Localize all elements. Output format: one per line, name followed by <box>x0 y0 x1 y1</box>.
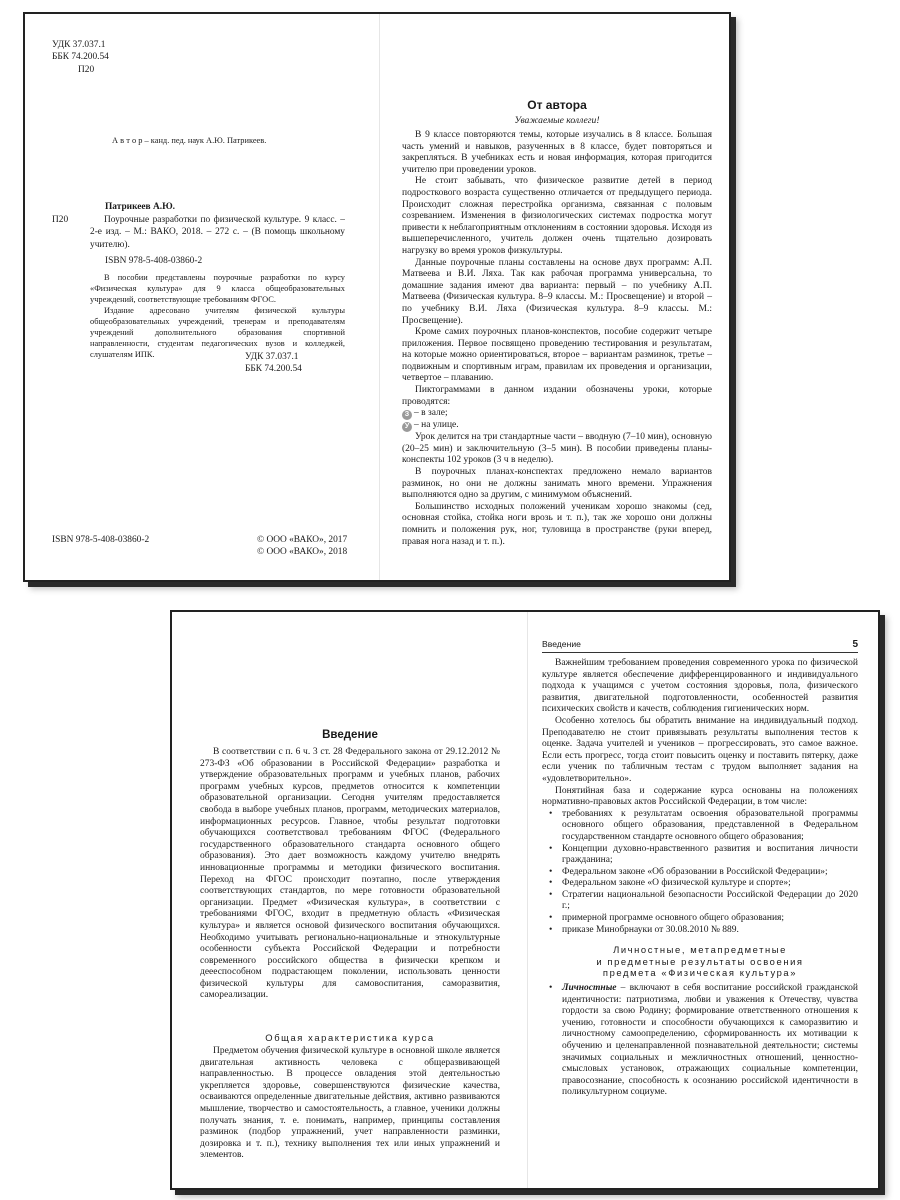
author-credit: А в т о р – канд. пед. наук А.Ю. Патрикеев. <box>112 136 267 145</box>
page-number: 5 <box>852 639 858 650</box>
list-item: • Федеральном законе «Об образовании в Российской Федерации»; <box>542 867 858 879</box>
biblio-author: Патрикеев А.Ю. <box>105 202 175 212</box>
results-list <box>542 983 858 1099</box>
paragraph: Урок делится на три стандартные части – вводную (7–10 мин), основную (20–25 мин) и заключительную (3–5 мин). В пособии приведены планы-конспекты 102 уроков (3 ч в неделю). <box>402 432 712 466</box>
greeting: Уважаемые коллеги! <box>514 115 600 126</box>
isbn-bottom: ISBN 978-5-408-03860-2 <box>52 535 150 545</box>
list-item: • примерной программе основного общего образования; <box>542 913 858 925</box>
paragraph: Важнейшим требованием проведения современного урока по физической культуре является обеспечение дифференцированного и индивидуального подхода к учащимся с учетом состояния здоровья, пола, физического развития, двигательной подготовленности, особенностей развития психических свойств и качеств, соблюдения гигиенических норм. <box>542 658 858 715</box>
paragraph: Предметом обучения физической культуре в основной школе является двигательная активность человека с общеразвивающей направленностью. В процессе овладения этой деятельностью укрепляется здоровье, совершенствуются физические качества, осваиваются определенные двигательные действия, активно развиваются мышление, творчество и самостоятельность, а главное, ученики должны получать знания, т. е. понимать, например, принципы составления разминок (подбор упражнений, учет направленности разминки, дозировка и т. п.), технику выполнения тех или иных упражнений и элементов. <box>200 1046 500 1161</box>
foreword-heading: От автора <box>527 98 587 112</box>
running-title: Введение <box>542 639 581 649</box>
street-pictogram-icon: У <box>402 422 412 432</box>
paragraph: В 9 классе повторяются темы, которые изучались в 8 классе. Большая часть умений и навыков, разученных в 8 классе, будет повторяться и закрепляться. В учебниках есть и новая информация, которая пригодится учителю при проведении уроков. <box>402 130 712 175</box>
paragraph: В поурочных планах-конспектах предложено немало вариантов разминок, но они не должны занимать много времени. Упражнения выполняются одно за другим, с минимумом объяснений. <box>402 467 712 501</box>
imprint-page <box>25 14 379 580</box>
author-mark: П20 <box>78 64 95 75</box>
introduction-page-left <box>172 612 527 1188</box>
hall-pictogram-icon: З <box>402 410 412 420</box>
paragraph: В соответствии с п. 6 ч. 3 ст. 28 Федерального закона от 29.12.2012 № 273-ФЗ «Об образовании в Российской Федерации» разработка и утверждение образовательных программ и учебных планов, рабочих программ учебных курсов, предметов относится к компетенции образовательной организации. Сегодня учителям предоставляется свобода в выборе учебных планов, программ, методических материалов, информационных ресурсов. Главное, чтобы результат подготовки обучающихся соответствовал требованиям ФГОС (Федерального государственного образовательного стандарта основного общего образования). Это дает возможность каждому учителю внедрять инновационные программы и методики физического воспитания. Переход на ФГОС происходит поэтапно, после утверждения соответствующих стандартов, по мере готовности образовательной организации. Предмет «Физическая культура», в соответствии с требованиями ФГОС, входит в предметную область «Физическая культура» и является основой физического воспитания обучающихся. Необходимо учитывать регионально-национальные и этнокультурные особенности субъекта Российской Федерации и потребности современного российского общества в физически крепком и деееспособном подрастающем поколении, использовать ценности физической культуры для самовоспитания, саморазвития, самореализации. <box>200 747 500 1001</box>
paragraph: Особенно хотелось бы обратить внимание на индивидуальный подход. Преподавателю не стоит привязывать результаты выполнения тестов к оценке. Задача учителей и учеников – прогрессировать, это самое важное. Если есть прогресс, тогда стоит повысить оценку и поставить пятерку, даже если ученик по табличным тестам с трудом выполняет задания на «удовлетворительно». <box>542 715 858 784</box>
spread-imprint-and-foreword <box>23 12 731 582</box>
introduction-continued <box>542 658 858 1099</box>
spread-introduction <box>170 610 880 1190</box>
paragraph: Большинство исходных положений ученикам хорошо знакомы (сед, основная стойка, стойка ноги врозь и т. п.), так же хорошо они должны помнить и положения рук, ног, туловища в пространстве (руки вперед, правая нога назад и т. п.). <box>402 501 712 547</box>
introduction-page-right <box>528 612 880 1188</box>
isbn: ISBN 978-5-408-03860-2 <box>105 256 203 266</box>
list-item: • Личностные – включают в себя воспитание российской гражданской идентичности: патриотизма, любви и уважения к Отечеству, чувства гордости за свою Родину; формирование ответственного отношения к учению, готовности и способности обучающихся к саморазвитию и личностному самоопределению, сформированность их мотивации к обучению и целенаправленной познавательной деятельности; системы значимых социальных и межличностных отношений, ценностно-смысловых установок, отражающих социальные компетенции, правосознание, способность к осознанию российской идентичности в поликультурном социуме. <box>542 983 858 1099</box>
list-item: • приказе Минобрнауки от 30.08.2010 № 889. <box>542 925 858 937</box>
pictogram-hall: З – в зале; <box>402 408 712 420</box>
bold-term: Личностные <box>562 983 617 994</box>
foreword-text <box>402 130 712 548</box>
pictogram-street: У – на улице. <box>402 420 712 432</box>
introduction-text <box>200 747 500 1002</box>
list-item: • Стратегии национальной безопасности Российской Федерации до 2020 г.; <box>542 890 858 913</box>
copyright-line: © ООО «ВАКО», 2017 <box>257 535 348 545</box>
paragraph: Пиктограммами в данном издании обозначены уроки, которые проводятся: <box>402 385 712 407</box>
list-item: • Федеральном законе «О физической культуре и спорте»; <box>542 878 858 890</box>
udk-code-bottom: УДК 37.037.1 <box>245 352 299 362</box>
bbk-code: ББК 74.200.54 <box>52 52 109 63</box>
classification-block <box>52 39 172 76</box>
bbk-code-bottom: ББК 74.200.54 <box>245 364 302 374</box>
udk-code: УДК 37.037.1 <box>52 40 106 50</box>
legal-acts-list <box>542 809 858 937</box>
running-header <box>542 639 858 653</box>
foreword-page <box>380 14 731 580</box>
list-item: • требованиях к результатам освоения образовательной программы основного общего образования, представленной в Федеральном государственном стандарте основного общего образования; <box>542 809 858 844</box>
introduction-heading: Введение <box>322 729 378 741</box>
paragraph: Кроме самих поурочных планов-конспектов, пособие содержит четыре приложения. Первое посвящено проведению тестирования и результатам, на которые можно ориентироваться, второе – вариантам разминок, третье – подвижным и спортивным играм, правилам их проведения и организации, четвертое – плаванию. <box>402 327 712 384</box>
annotation-paragraph: Издание адресовано учителям физической культуры общеобразовательных учреждений, тренерам и преподавателям учреждений дополнительного образования спортивной направленности, студентам педагогических вузов и колледжей, слушателям ИПК. <box>90 306 345 359</box>
results-subheading: Личностные, метапредметные и предметные результаты освоения предмета «Физическая культура» <box>596 944 804 979</box>
list-item: • Концепции духовно-нравственного развития и воспитания личности гражданина; <box>542 844 858 867</box>
biblio-mark: П20 <box>52 215 69 225</box>
paragraph: Данные поурочные планы составлены на основе двух программ: А.П. Матвеева и В.И. Ляха. Так как рабочая программа универсальна, то домашние задания имеют два варианта: первый – по учебнику А.П. Матвеева (Физическая культура. 8–9 классы. М.: Просвещение) и второй – по учебнику В.И. Ляха (Физическая культура. 8–9 классы. М.: Просвещение). <box>402 257 712 326</box>
course-overview-subheading: Общая характеристика курса <box>265 1032 435 1043</box>
biblio-record: Поурочные разработки по физической культуре. 9 класс. – 2-е изд. – М.: ВАКО, 2018. – 272 с. – (В помощь школьному учителю). <box>90 215 345 250</box>
copyright-line: © ООО «ВАКО», 2018 <box>257 547 348 557</box>
annotation-paragraph: В пособии представлены поурочные разработки по курсу «Физическая культура» для 9 класса общеобразовательных учреждений, соответствующие требованиям ФГОС. <box>90 273 345 304</box>
paragraph: Не стоит забывать, что физическое развитие детей в период подросткового возраста существенно отличается от предыдущего периода. Происходит сложная перестройка организма, связанная с половым созреванием. Изменения в физиологических системах подростка могут привести к неблагоприятным отклонениям в состоянии здоровья. Исходя из вышеперечисленного, учитель должен очень тщательно дозировать нагрузку во время уроков физкультуры. <box>402 176 712 256</box>
paragraph: Понятийная база и содержание курса основаны на положениях нормативно-правовых актов Российской Федерации, в том числе: <box>542 785 858 808</box>
course-overview-text <box>200 1046 500 1162</box>
